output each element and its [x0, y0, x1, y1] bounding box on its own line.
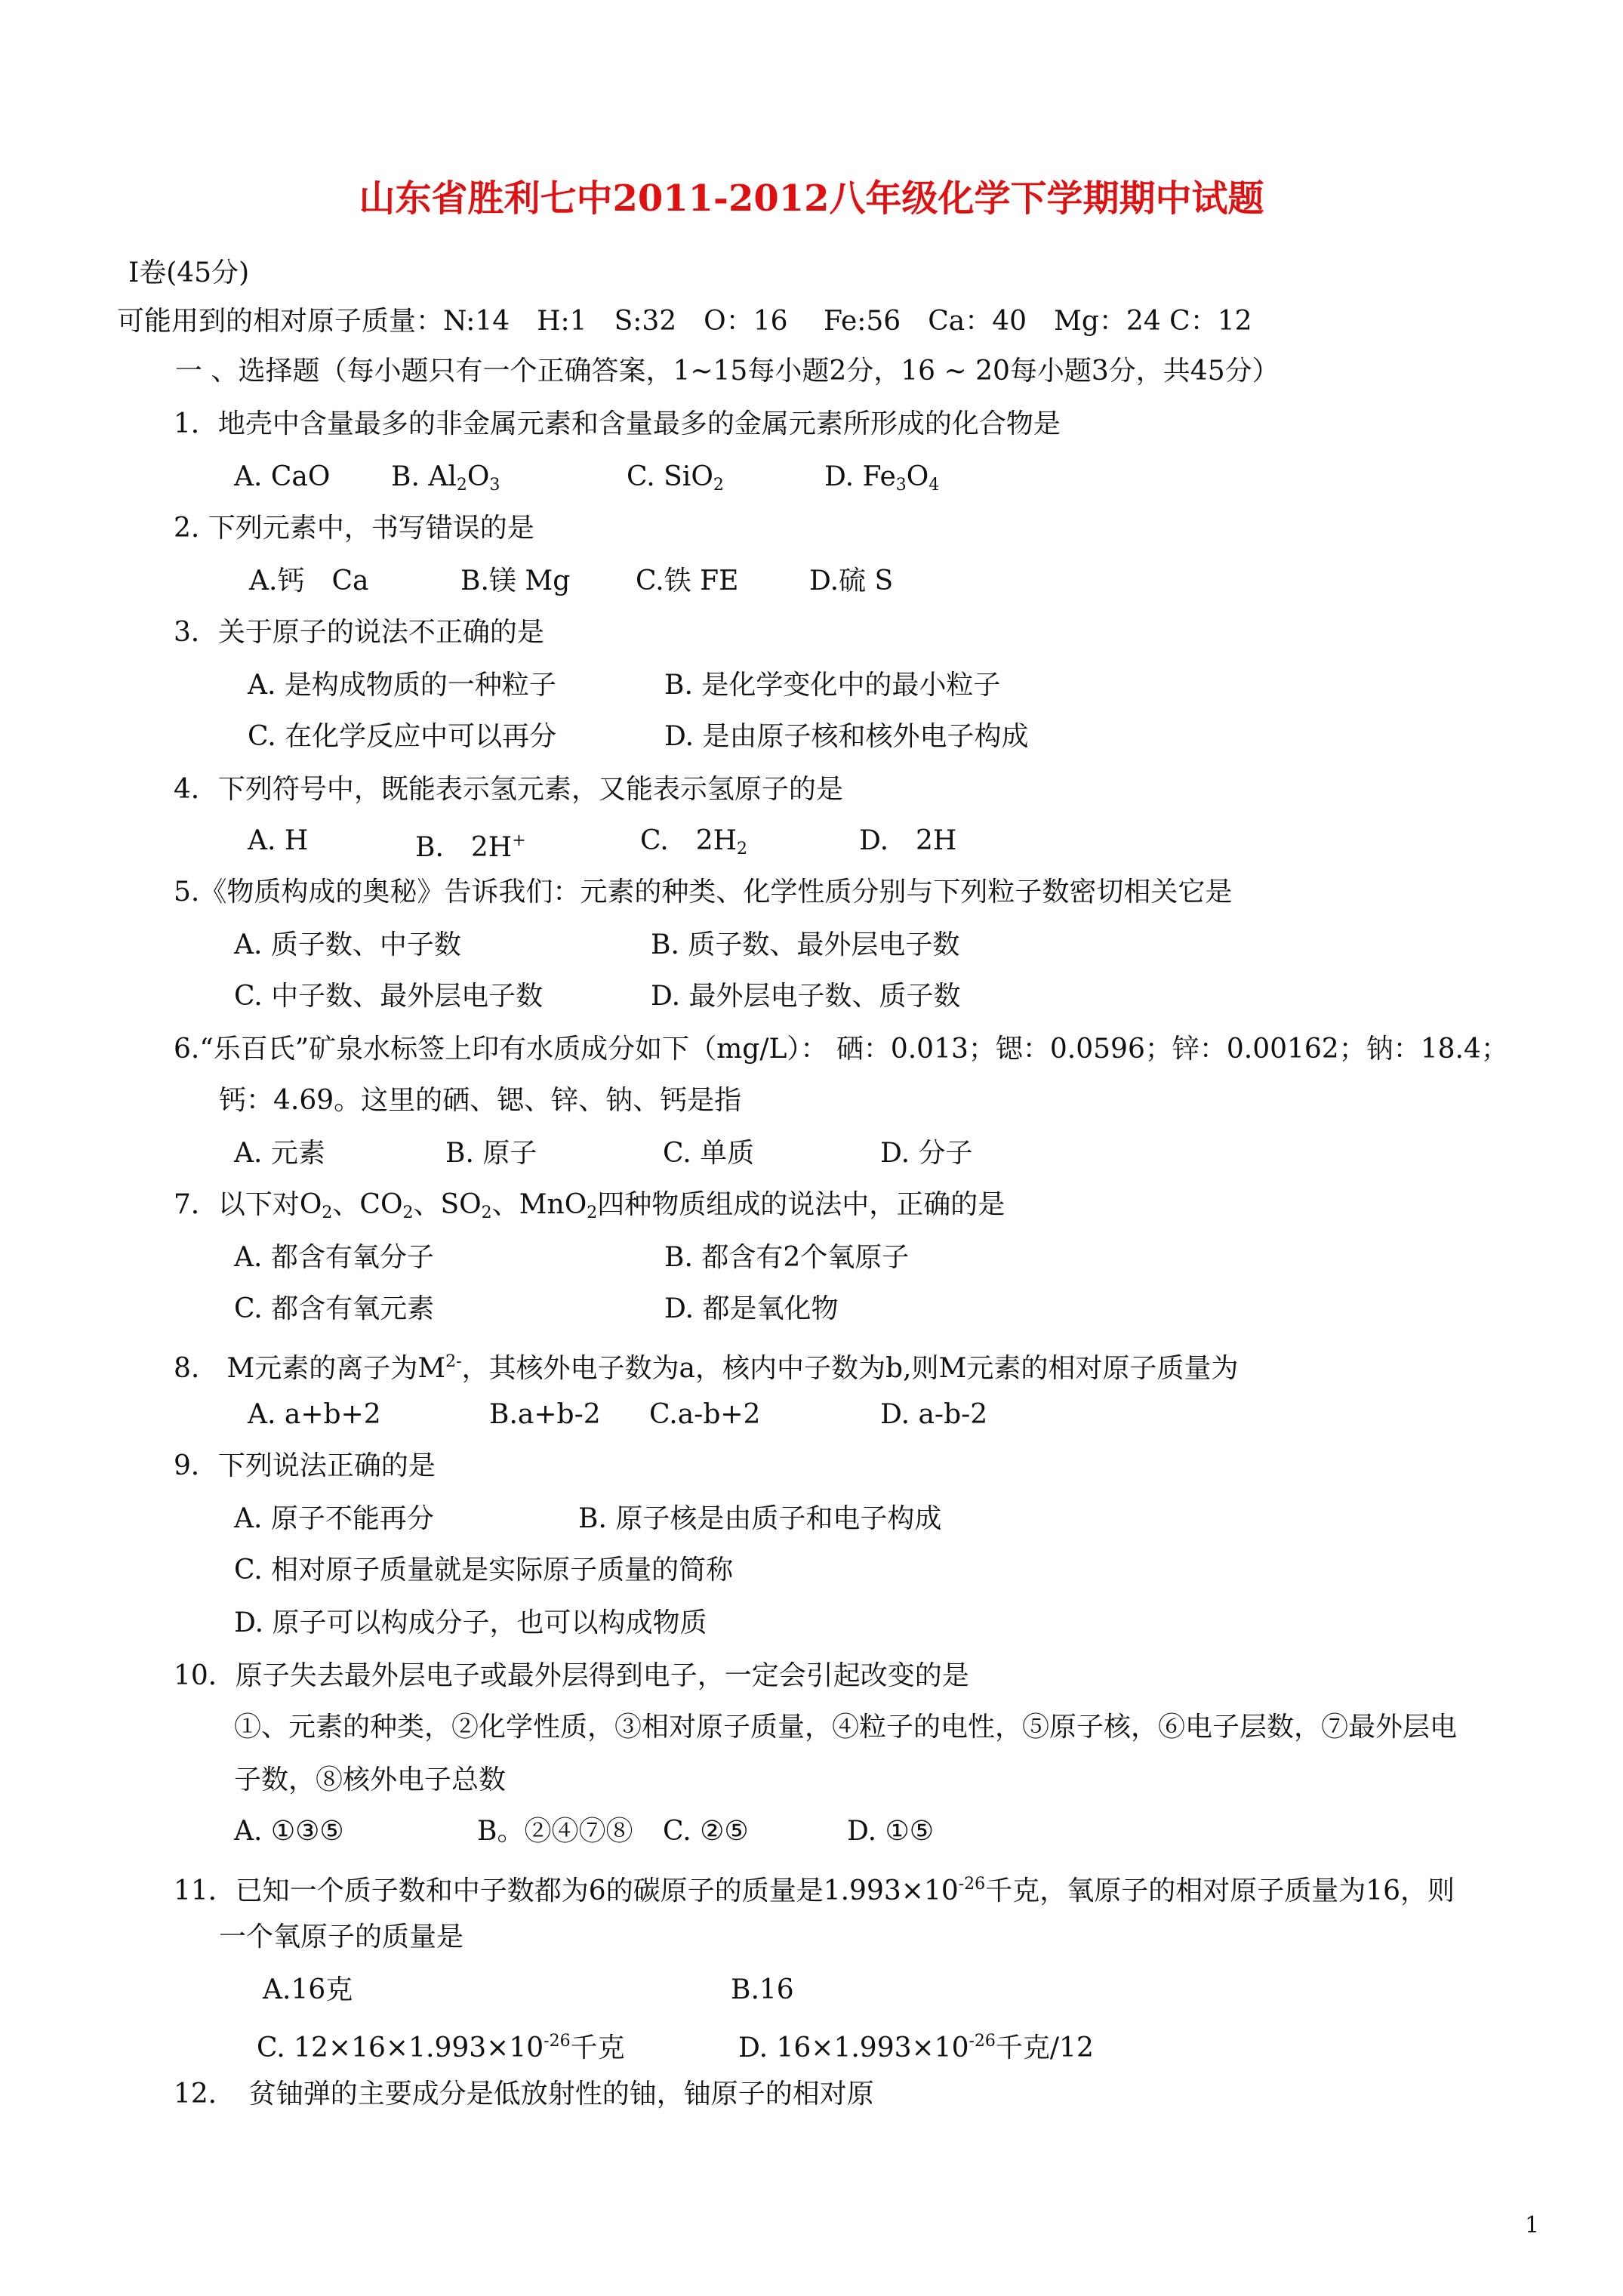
question-1: 1．地壳中含量最多的非金属元素和含量最多的金属元素所形成的化合物是 [174, 408, 1061, 439]
q11-option-a: A.16克 [263, 1974, 353, 2005]
question-10: 10．原子失去最外层电子或最外层得到电子，一定会引起改变的是 [174, 1660, 969, 1691]
q5-option-c: C. 中子数、最外层电子数 [234, 981, 544, 1012]
q9-option-d: D. 原子可以构成分子，也可以构成物质 [234, 1607, 707, 1638]
q7-option-c: C. 都含有氧元素 [234, 1293, 435, 1324]
q2-option-d: D.硫 S [809, 566, 894, 596]
q3-option-b: B. 是化学变化中的最小粒子 [664, 670, 1001, 701]
q11-option-b: B.16 [731, 1974, 794, 2005]
question-7: 7．以下对$O_2$、$CO_2$、$SO_2$、MnO$_2$四种物质组成的说法中，正确的是 [174, 1189, 1006, 1222]
question-9: 9．下列说法正确的是 [174, 1450, 436, 1481]
q5-option-d: D. 最外层电子数、质子数 [651, 981, 961, 1012]
q8-option-d: D. a-b-2 [880, 1399, 988, 1430]
question-10-items-cont: 子数，⑧核外电子总数 [234, 1764, 507, 1795]
question-6: 6.“乐百氏”矿泉水标签上印有水质成分如下（mg/L）： 硒：0.013；锶：0.0596；锌：0.00162；钠：18.4； [174, 1034, 1508, 1065]
page-number: 1 [1525, 2212, 1540, 2239]
q2-option-b: B.镁 Mg [460, 566, 571, 596]
question-11-cont: 一个氧原子的质量是 [219, 1922, 464, 1952]
q3-option-d: D. 是由原子核和核外电子构成 [664, 721, 1029, 752]
question-10-items: ①、元素的种类，②化学性质，③相对原子质量，④粒子的电性，⑤原子核，⑥电子层数，⑦最外层电 [234, 1712, 1458, 1743]
q6-option-b: B. 原子 [445, 1138, 537, 1169]
q4-option-c: C. $2H_2$ [640, 825, 748, 858]
q1-option-a: A. CaO [234, 461, 331, 492]
section-heading: 一 、选择题（每小题只有一个正确答案，1~15每小题2分，16 ~ 20每小题3分，共45分） [175, 356, 1280, 387]
q7-option-d: D. 都是氧化物 [664, 1293, 839, 1324]
q1-option-d: D. $Fe_3O_4$ [824, 461, 940, 495]
q4-option-b: B. 2H+ [415, 831, 526, 863]
q1-option-c: C. SiO$_2$ [627, 461, 724, 495]
question-3: 3．关于原子的说法不正确的是 [174, 617, 544, 648]
q4-option-a: A. H [248, 825, 309, 856]
q9-option-c: C. 相对原子质量就是实际原子质量的简称 [234, 1555, 734, 1586]
q2-option-a: A.钙 Ca [249, 566, 369, 596]
question-8: 8. M元素的离子为$M^{2-}$，其核外电子数为a，核内中子数为b,则M元素的相对原子质量为 [174, 1352, 1239, 1384]
q5-option-a: A. 质子数、中子数 [234, 929, 461, 960]
question-2: 2. 下列元素中，书写错误的是 [174, 513, 534, 544]
q11-option-c: C. $12\times 16\times 1.993\times 10^{-26}$千克 [257, 2032, 625, 2063]
q11-option-d: D. $16\times 1.993\times 10^{-26}$千克/12 [738, 2032, 1094, 2063]
q4-option-d: D. 2H [859, 825, 957, 856]
q3-option-c: C. 在化学反应中可以再分 [248, 721, 557, 752]
q9-option-a: A. 原子不能再分 [234, 1503, 434, 1534]
q7-option-a: A. 都含有氧分子 [234, 1242, 434, 1273]
q3-option-a: A. 是构成物质的一种粒子 [248, 670, 556, 701]
q2-option-c: C.铁 FE [636, 566, 739, 596]
volume-label: Ⅰ卷(45分) [128, 257, 250, 288]
question-11: 11．已知一个质子数和中子数都为6的碳原子的质量是$1.993\times 10^{-26}$千克，氧原子的相对原子质量为16，则 [174, 1875, 1455, 1906]
q1-option-b: B. $Al_2O_3$ [391, 461, 500, 495]
q9-option-b: B. 原子核是由质子和电子构成 [578, 1503, 942, 1534]
q5-option-b: B. 质子数、最外层电子数 [651, 929, 960, 960]
q6-option-a: A. 元素 [234, 1138, 325, 1169]
q6-option-c: C. 单质 [663, 1138, 755, 1169]
q10-option-a: A. ①③⑤ [234, 1816, 344, 1847]
atomic-masses: 可能用到的相对原子质量：N:14 H:1 S:32 O：16 Fe:56 Ca：40 Mg：24 C：12 [117, 306, 1252, 337]
q10-option-c: C. ②⑤ [663, 1816, 749, 1847]
q8-option-b: B.a+b-2 [489, 1399, 601, 1430]
question-5: 5.《物质构成的奥秘》告诉我们：元素的种类、化学性质分别与下列粒子数密切相关它是 [174, 877, 1233, 908]
q10-option-d: D. ①⑤ [847, 1816, 935, 1847]
exam-title: 山东省胜利七中2011-2012八年级化学下学期期中试题 [359, 177, 1264, 220]
question-12: 12． 贫铀弹的主要成分是低放射性的铀，铀原子的相对原 [174, 2079, 874, 2110]
q8-option-c: C.a-b+2 [649, 1399, 761, 1430]
q8-option-a: A. a+b+2 [248, 1399, 381, 1430]
question-6-cont: 钙：4.69。这里的硒、锶、锌、钠、钙是指 [219, 1085, 742, 1116]
q7-option-b: B. 都含有2个氧原子 [664, 1242, 910, 1273]
q6-option-d: D. 分子 [880, 1138, 973, 1169]
question-4: 4．下列符号中，既能表示氢元素，又能表示氢原子的是 [174, 774, 843, 805]
q10-option-b: B。②④⑦⑧ [477, 1816, 633, 1847]
